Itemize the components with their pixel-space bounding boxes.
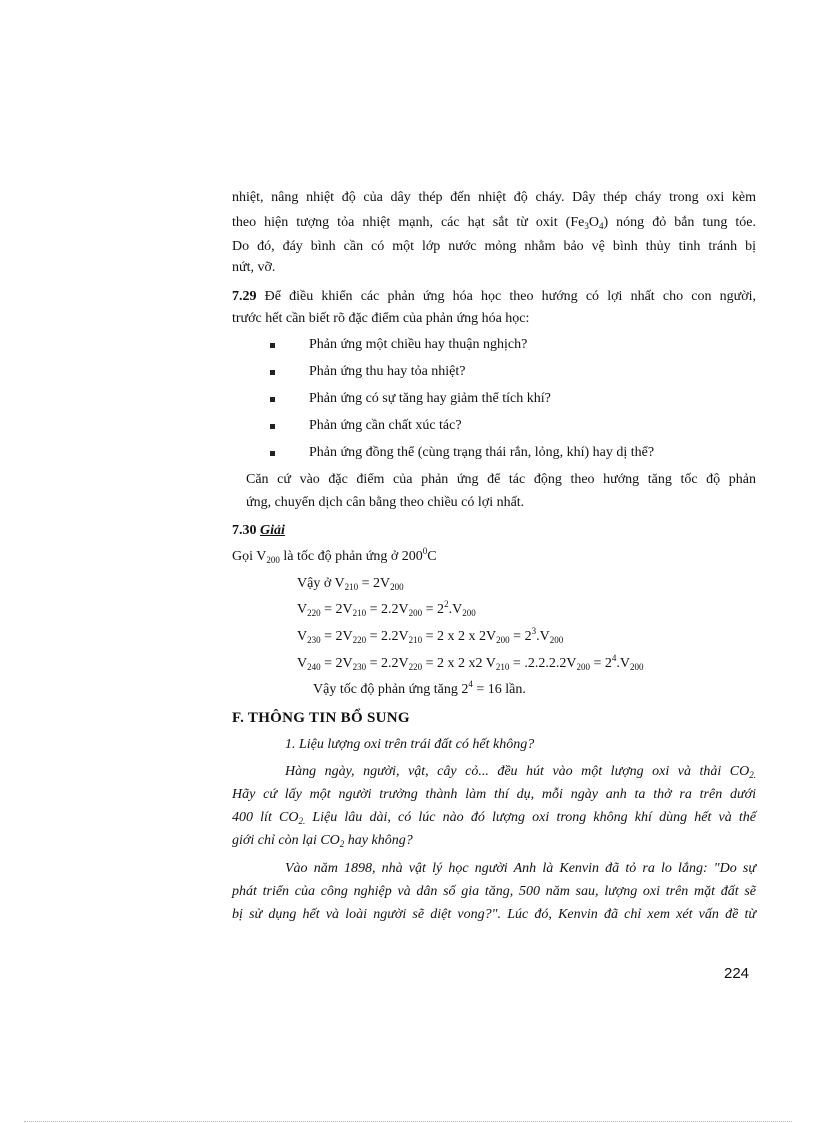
section-f-heading: F. THÔNG TIN BỔ SUNG [232, 710, 410, 726]
equation-1: Vậy ở $V_{210} = 2V_{200}$ [297, 576, 404, 592]
equation-4: $V_{240} = 2V_{230} = 2.2V_{220} = 2$ x 2 x2 $V_{210} = .2.2.2.2V_{200} = 2^4.V_{200}$ [297, 653, 644, 672]
q730-conclusion: Vậy tốc độ phản ứng tăng $2^4 = 16$ lần. [313, 679, 526, 697]
q730-heading [232, 522, 756, 540]
bullet-item-1: Phản ứng một chiều hay thuận nghịch? [309, 337, 528, 352]
equation-2: $V_{220} = 2V_{210} = 2.2V_{200} = 2^2.V_{200}$ [297, 599, 476, 618]
section-f-p2-line2: phát triển của công nghiệp và dân số gia tăng, 500 năm sau, lượng oxi trên mặt đất sẽ [232, 884, 756, 899]
q729-number: 7.29 [232, 289, 257, 304]
section-f-p2-line3: bị sử dụng hết và loài người sẽ diệt vong?". Lúc đó, Kenvin đã chỉ xem xét vấn đề từ [232, 907, 756, 922]
section-f-p1-line1: Hàng ngày, người, vật, cây cỏ... đều hút vào một lượng oxi và thải $CO_{2.}$ [285, 764, 756, 780]
equation-3: $V_{230} = 2V_{220} = 2.2V_{210} = 2$ x 2 x $2V_{200} = 2^3.V_{200}$ [297, 626, 564, 645]
q730-intro: Gọi $V_{200}$ là tốc độ phản ứng ở $200^0C$ [232, 546, 437, 565]
bullet-item-2: Phản ứng thu hay tỏa nhiệt? [309, 364, 466, 379]
section-f-p1-line4: giới chỉ còn lại $CO_2$ hay không? [232, 833, 413, 849]
section-f-p1-line3: 400 lít $CO_{2.}$ Liệu lâu dài, có lúc nào đó lượng oxi trong không khí dùng hết và thế [232, 810, 756, 826]
para1-line4: nứt, vỡ. [232, 260, 276, 275]
q729-line1: 7.29 Để điều khiển các phản ứng hóa học theo hướng có lợi nhất cho con người, [232, 289, 756, 304]
q730-number: 7.30 [232, 523, 257, 538]
bullet-item-5: Phản ứng đồng thể (cùng trạng thái rắn, lỏng, khí) hay dị thể? [309, 445, 655, 460]
para1-line1: nhiệt, nâng nhiệt độ của dây thép đến nhiệt độ cháy. Dây thép cháy trong oxi kèm [232, 190, 756, 205]
q729-conclusion-line2: ứng, chuyển dịch cân bằng theo chiều có lợi nhất. [246, 495, 525, 510]
q729-line2: trước hết cần biết rõ đặc điểm của phản ứng hóa học: [232, 311, 530, 326]
q730-label: Giải [260, 523, 285, 538]
page-bottom-divider [24, 1121, 792, 1122]
bullet-item-4: Phản ứng cần chất xúc tác? [309, 418, 462, 433]
section-f-p2-line1: Vào năm 1898, nhà vật lý học người Anh là Kenvin đã tỏ ra lo lắng: "Do sự [285, 861, 756, 876]
bullet-item-3: Phản ứng có sự tăng hay giảm thể tích khí? [309, 391, 551, 406]
para1-line3: Do đó, đáy bình cần có một lớp nước mỏng nhằm bảo vệ bình thủy tinh tránh bị [232, 239, 756, 254]
bullet-marker [270, 397, 275, 402]
bullet-marker [270, 451, 275, 456]
section-f-subtitle: 1. Liệu lượng oxi trên trái đất có hết không? [285, 737, 535, 752]
section-f-p1-line2: Hãy cứ lấy một người trưởng thành làm thí dụ, mỗi ngày anh ta thở ra trên dưới [232, 787, 756, 802]
page-number: 224 [724, 965, 750, 982]
para1-line2: theo hiện tượng tỏa nhiệt mạnh, các hạt sắt từ oxit $(Fe_3O_4)$ nóng đỏ bắn tung tóe. [232, 215, 756, 231]
bullet-marker [270, 343, 275, 348]
q729-conclusion-line1: Căn cứ vào đặc điểm của phản ứng để tác động theo hướng tăng tốc độ phản [246, 472, 756, 487]
bullet-marker [270, 424, 275, 429]
bullet-marker [270, 370, 275, 375]
